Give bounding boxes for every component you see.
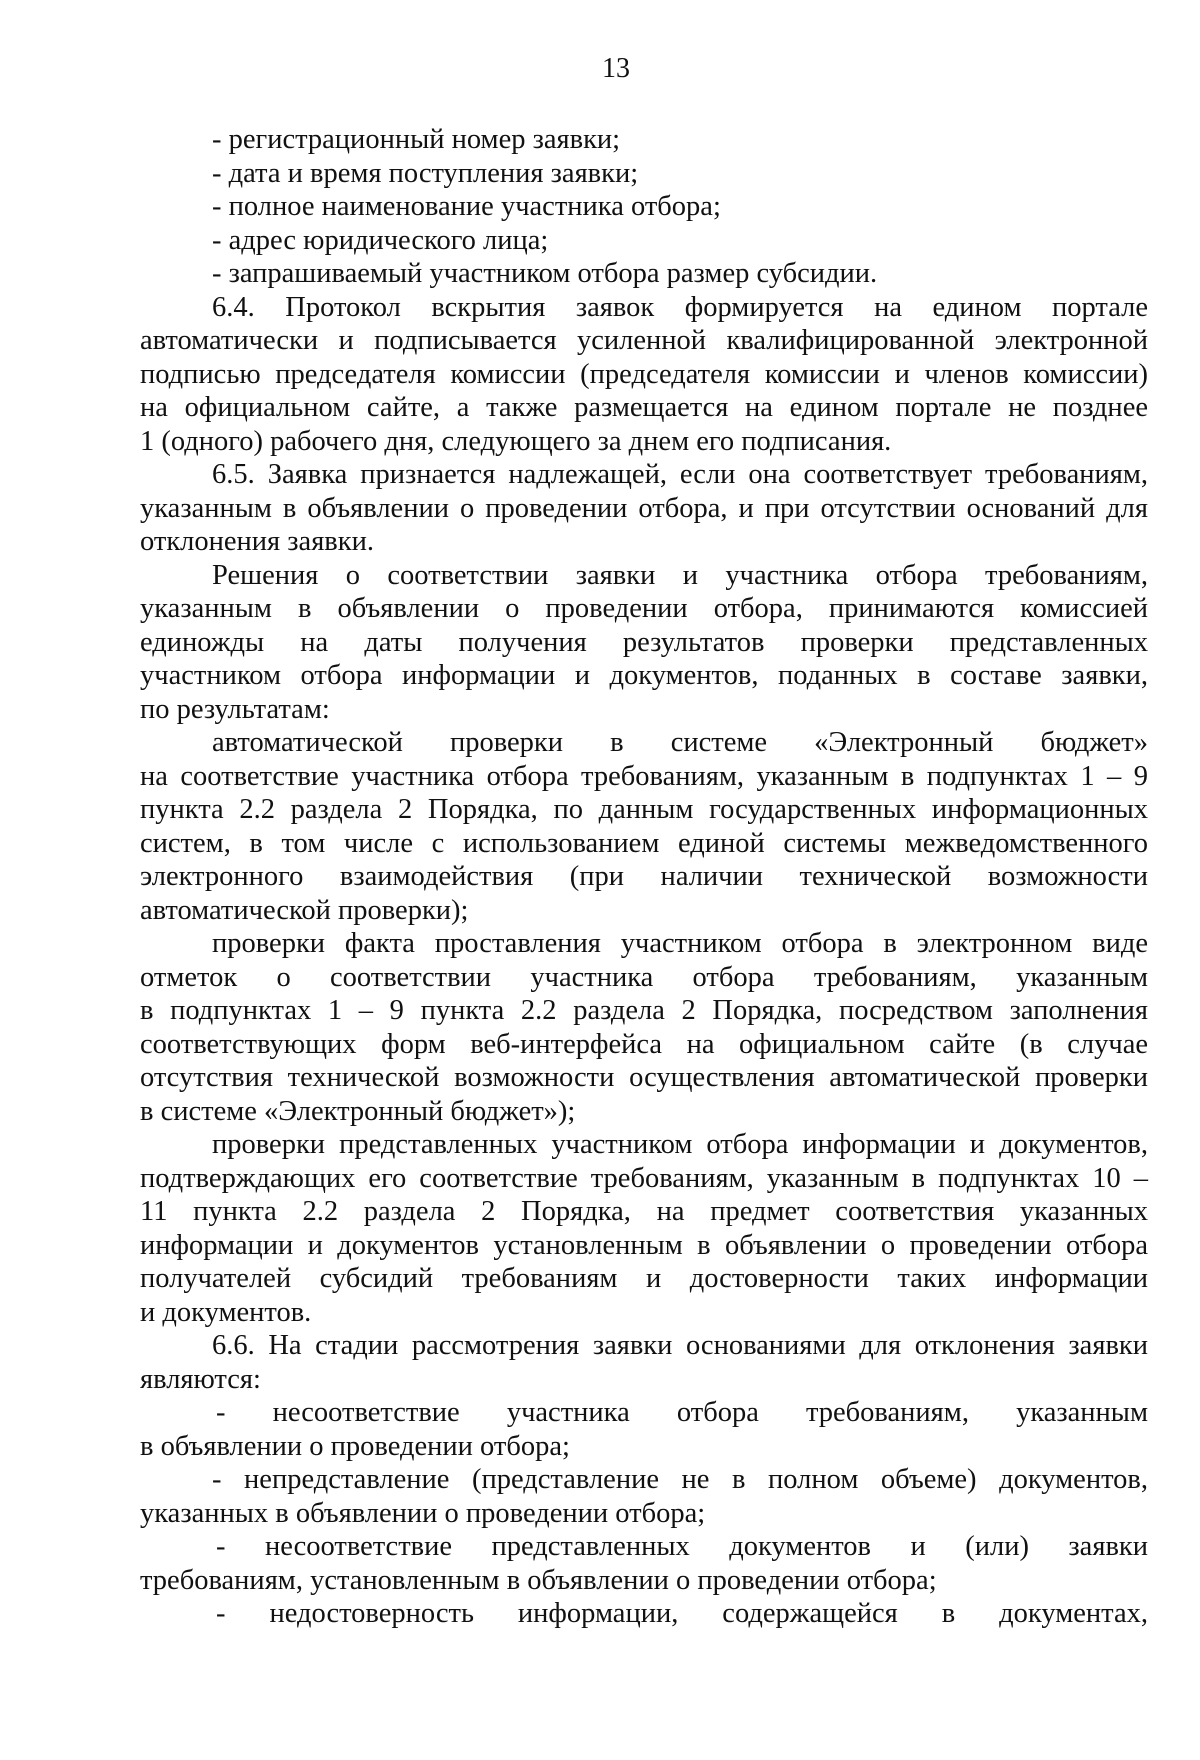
text-line: подтверждающих его соответствие требованиям, указанным в подпунктах 10 –	[140, 1162, 1148, 1194]
text-line: - запрашиваемый участником отбора размер субсидии.	[212, 258, 878, 289]
text-line: - несоответствие представленных документов и (или) заявки	[216, 1531, 1148, 1562]
text-line: информации и документов установленным в объявлении о проведении отбора	[140, 1229, 1148, 1261]
text-line: - полное наименование участника отбора;	[212, 191, 721, 222]
text-line: проверки факта проставления участником отбора в электронном виде	[212, 928, 1148, 959]
text-line: требованиям, установленным в объявлении о проведении отбора;	[140, 1564, 937, 1596]
text-line: автоматически и подписывается усиленной квалифицированной электронной	[140, 325, 1148, 356]
text-line: отсутствия технической возможности осуществления автоматической проверки	[140, 1062, 1148, 1093]
text-line: являются:	[140, 1363, 261, 1395]
text-line: участником отбора информации и документов, поданных в составе заявки,	[140, 660, 1148, 691]
text-line: в системе «Электронный бюджет»);	[140, 1095, 576, 1127]
text-line: на соответствие участника отбора требованиям, указанным в подпунктах 1 – 9	[140, 760, 1148, 792]
text-line: на официальном сайте, а также размещается на едином портале не позднее	[140, 392, 1148, 423]
text-line: получателей субсидий требованиям и достоверности таких информации	[140, 1263, 1148, 1294]
text-line: 11 пункта 2.2 раздела 2 Порядка, на предмет соответствия указанных	[140, 1196, 1148, 1227]
text-line: 6.5. Заявка признается надлежащей, если она соответствует требованиям,	[212, 459, 1148, 490]
text-line: 6.6. На стадии рассмотрения заявки основаниями для отклонения заявки	[212, 1330, 1148, 1361]
text-line: - несоответствие участника отбора требованиям, указанным	[216, 1397, 1148, 1428]
text-line: 6.4. Протокол вскрытия заявок формируется на едином портале	[212, 291, 1148, 323]
text-line: подписью председателя комиссии (председателя комиссии и членов комиссии)	[140, 358, 1148, 390]
text-line: - адрес юридического лица;	[212, 224, 549, 256]
text-line: - недостоверность информации, содержащейся в документах,	[216, 1598, 1148, 1629]
text-line: - регистрационный номер заявки;	[212, 124, 621, 155]
page-number: 13	[602, 53, 630, 84]
text-line: соответствующих форм веб-интерфейса на официальном сайте (в случае	[140, 1028, 1148, 1060]
text-line: - дата и время поступления заявки;	[212, 157, 639, 189]
text-line: систем, в том числе с использованием единой системы межведомственного	[140, 827, 1148, 859]
text-line: автоматической проверки);	[140, 894, 469, 926]
text-line: отклонения заявки.	[140, 526, 374, 557]
text-line: электронного взаимодействия (при наличии технической возможности	[140, 861, 1148, 892]
text-line: пункта 2.2 раздела 2 Порядка, по данным государственных информационных	[140, 794, 1148, 825]
text-line: отметок о соответствии участника отбора требованиям, указанным	[140, 961, 1148, 993]
text-line: - непредставление (представление не в полном объеме) документов,	[212, 1464, 1148, 1495]
text-line: указанным в объявлении о проведении отбора, и при отсутствии оснований для	[140, 492, 1148, 524]
document-body	[140, 123, 1148, 1631]
text-line: единожды на даты получения результатов проверки представленных	[140, 626, 1148, 658]
text-line: проверки представленных участником отбора информации и документов,	[212, 1129, 1148, 1160]
text-line: и документов.	[140, 1296, 312, 1328]
text-line: по результатам:	[140, 693, 330, 725]
text-line: указанных в объявлении о проведении отбора;	[140, 1497, 706, 1529]
text-line: Решения о соответствии заявки и участника отбора требованиям,	[212, 559, 1148, 591]
text-line: указанным в объявлении о проведении отбора, принимаются комиссией	[140, 593, 1148, 624]
text-line: 1 (одного) рабочего дня, следующего за днем его подписания.	[140, 425, 892, 457]
text-line: в объявлении о проведении отбора;	[140, 1430, 570, 1462]
text-line: в подпунктах 1 – 9 пункта 2.2 раздела 2 Порядка, посредством заполнения	[140, 995, 1148, 1026]
text-line: автоматической проверки в системе «Электронный бюджет»	[212, 727, 1148, 758]
